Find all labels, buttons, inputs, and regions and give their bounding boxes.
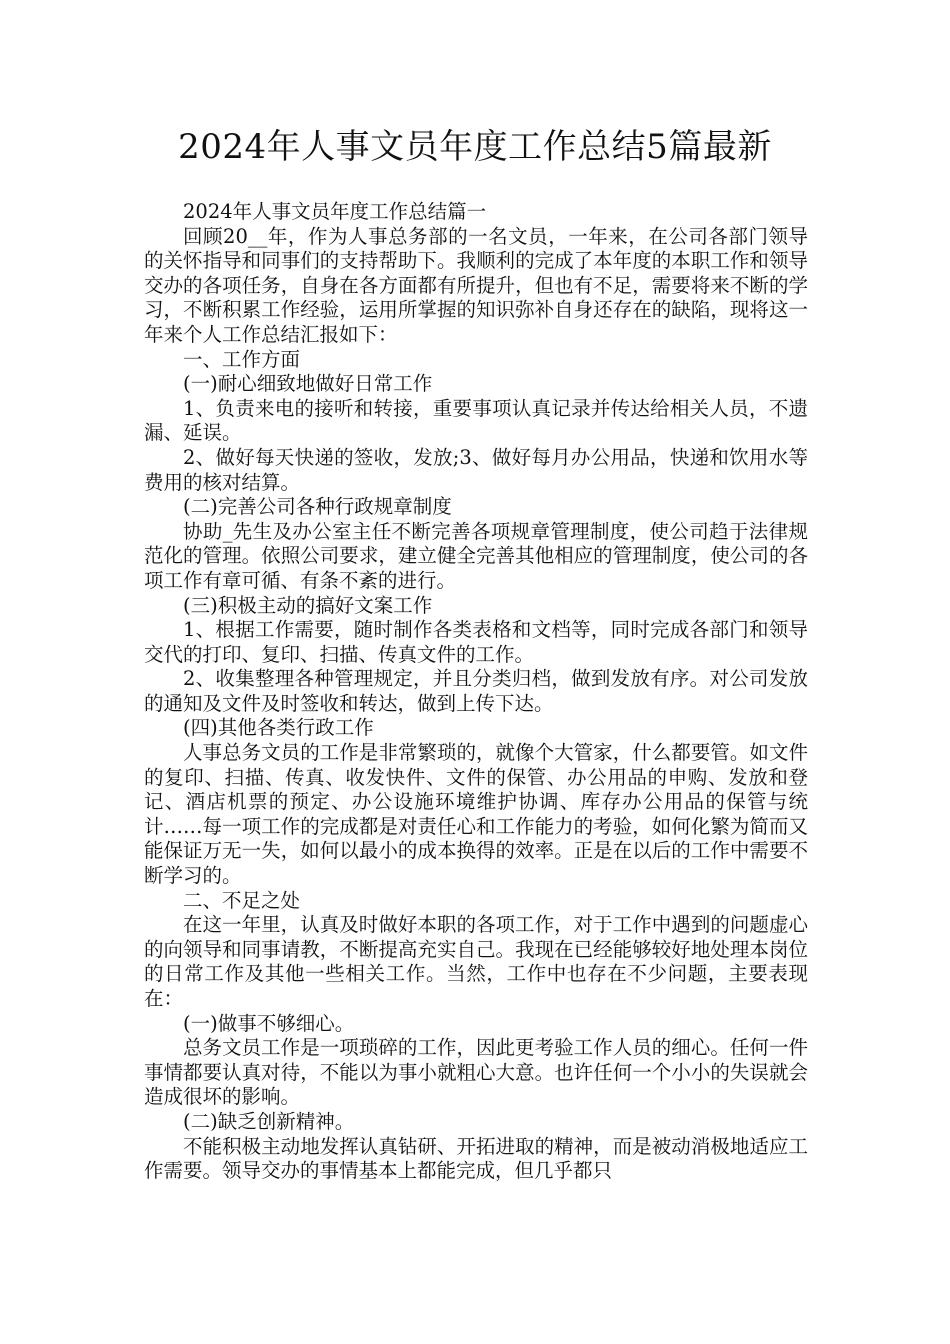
subsection-heading: (三)积极主动的搞好文案工作	[183, 593, 433, 617]
section-title: 2024年人事文员年度工作总结篇一	[183, 200, 487, 223]
paragraph: 人事总务文员的工作是非常繁琐的，就像个大管家，什么都要管。如文件的复印、扫描、传真、收发快件、文件的保管、办公用品的申购、发放和登记、酒店机票的预定、办公设施环境维护协调、库存办公用品的保管与统计……每一项工作的完成都是对责任心和工作能力的考验，如何化繁为简而又能保证万无一失，如何以最小的成本换得的效率。正是在以后的工作中需要不断学习的。	[144, 741, 808, 888]
paragraph: 1、根据工作需要，随时制作各类表格和文档等，同时完成各部门和领导交代的打印、复印、扫描、传真文件的工作。	[144, 618, 808, 666]
paragraph: 1、负责来电的接听和转接，重要事项认真记录并传达给相关人员，不遗漏、延误。	[144, 396, 808, 445]
section-heading: 一、工作方面	[183, 347, 301, 371]
paragraph: 不能积极主动地发挥认真钻研、开拓进取的精神，而是被动消极地适应工作需要。领导交办的事情基本上都能完成，但几乎都只	[144, 1134, 808, 1183]
paragraph: 回顾20__年，作为人事总务部的一名文员，一年来，在公司各部门领导的关怀指导和同事们的支持帮助下。我顺利的完成了本年度的本职工作和领导交办的各项任务，自身在各方面都有所提升，但也有不足，需要将来不断的学习，不断积累工作经验，运用所掌握的知识弥补自身还存在的缺陷，现将这一年来个人工作总结汇报如下：	[144, 224, 808, 346]
paragraph: 协助_先生及办公室主任不断完善各项规章管理制度，使公司趋于法律规范化的管理。依照公司要求，建立健全完善其他相应的管理制度，使公司的各项工作有章可循、有条不紊的进行。	[144, 519, 808, 592]
subsection-heading: (二)完善公司各种行政规章制度	[183, 495, 452, 519]
paragraph: 在这一年里，认真及时做好本职的各项工作，对于工作中遇到的问题虚心的向领导和同事请教，不断提高充实自己。我现在已经能够较好地处理本岗位的日常工作及其他一些相关工作。当然，工作中也存在不少问题，主要表现在：	[144, 913, 808, 1010]
subsection-heading: (一)耐心细致地做好日常工作	[183, 372, 433, 396]
document-title: 2024年人事文员年度工作总结5篇最新	[178, 127, 772, 167]
subsection-heading: (一)做事不够细心。	[183, 1011, 355, 1035]
section-heading: 二、不足之处	[183, 888, 301, 912]
paragraph: 总务文员工作是一项琐碎的工作，因此更考验工作人员的细心。任何一件事情都要认真对待，不能以为事小就粗心大意。也许任何一个小小的失误就会造成很坏的影响。	[144, 1036, 808, 1109]
subsection-heading: (二)缺乏创新精神。	[183, 1109, 355, 1133]
subsection-heading: (四)其他各类行政工作	[183, 716, 374, 740]
document-body	[144, 200, 808, 1184]
paragraph: 2、做好每天快递的签收，发放;3、做好每月办公用品，快递和饮用水等费用的核对结算。	[144, 445, 808, 494]
paragraph: 2、收集整理各种管理规定，并且分类归档，做到发放有序。对公司发放的通知及文件及时签收和转达，做到上传下达。	[144, 667, 808, 715]
